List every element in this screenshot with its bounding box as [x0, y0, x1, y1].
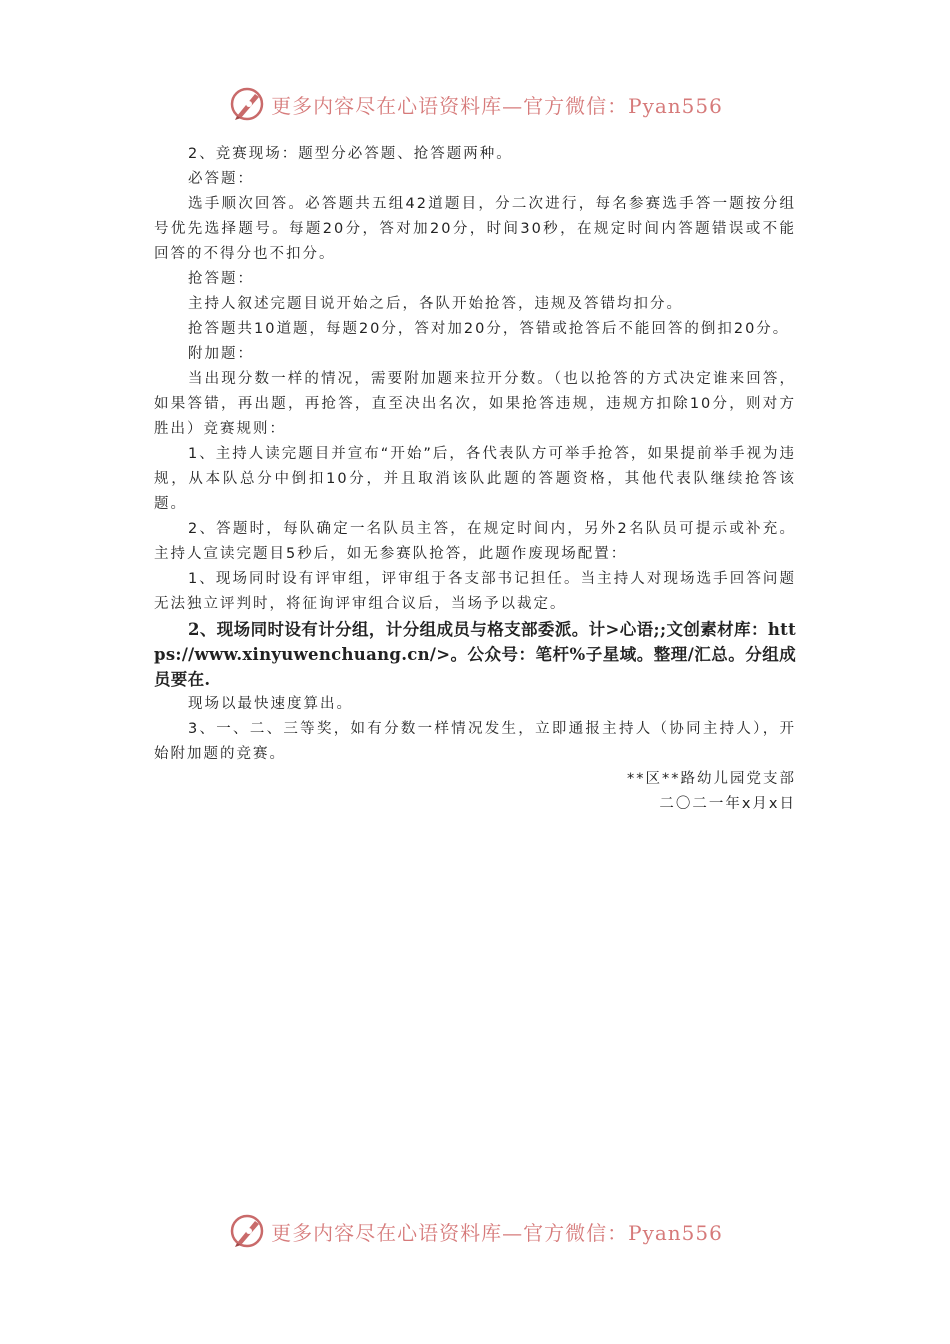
- pen-logo-icon: [227, 84, 267, 124]
- paragraph: 当出现分数一样的情况，需要附加题来拉开分数。（也以抢答的方式决定谁来回答，如果答错，再出题，再抢答，直至决出名次，如果抢答违规，违规方扣除10分，则对方胜出）竞赛规则：: [154, 371, 796, 437]
- paragraph: 2、竞赛现场：题型分必答题、抢答题两种。: [188, 146, 513, 162]
- header-banner: [0, 82, 950, 126]
- footer-banner-text: 更多内容尽在心语资料库—官方微信：Pyan556: [271, 1220, 723, 1245]
- paragraph: 抢答题共10道题，每题20分，答对加20分，答错或抢答后不能回答的倒扣20分。: [188, 321, 790, 337]
- paragraph: 选手顺次回答。必答题共五组42道题目，分二次进行，每名参赛选手答一题按分组号优先选择题号。每题20分，答对加20分，时间30秒，在规定时间内答题错误或不能回答的不得分也不扣分。: [154, 196, 796, 262]
- paragraph: 主持人叙述完题目说开始之后，各队开始抢答，违规及答错均扣分。: [188, 296, 683, 312]
- pen-logo-icon: [227, 1211, 267, 1251]
- paragraph-bold: 2、现场同时设有计分组，计分组成员与格支部委派。计>心语;;文创素材库：https://www.xinyuwenchuang.cn/>。公众号：笔杆%子星域。整理/汇总。分组成员要在.: [154, 620, 796, 689]
- signature-org: **区**路幼儿园党支部: [627, 771, 796, 787]
- document-body: [154, 142, 796, 817]
- paragraph: 抢答题：: [188, 271, 254, 287]
- header-banner-text: 更多内容尽在心语资料库—官方微信：Pyan556: [271, 93, 723, 118]
- paragraph: 3、一、二、三等奖，如有分数一样情况发生，立即通报主持人（协同主持人），开始附加题的竞赛。: [154, 721, 796, 762]
- paragraph: 现场以最快速度算出。: [188, 696, 353, 712]
- paragraph: 1、主持人读完题目并宣布“开始”后，各代表队方可举手抢答，如果提前举手视为违规，从本队总分中倒扣10分，并且取消该队此题的答题资格，其他代表队继续抢答该题。: [154, 446, 796, 512]
- paragraph: 1、现场同时设有评审组，评审组于各支部书记担任。当主持人对现场选手回答问题无法独立评判时，将征询评审组合议后，当场予以裁定。: [154, 571, 796, 612]
- paragraph: 2、答题时，每队确定一名队员主答，在规定时间内，另外2名队员可提示或补充。主持人宣读完题目5秒后，如无参赛队抢答，此题作废现场配置：: [154, 521, 796, 562]
- paragraph: 附加题：: [188, 346, 254, 362]
- paragraph: 必答题：: [188, 171, 254, 187]
- signature-date: 二〇二一年x月x日: [659, 796, 796, 812]
- footer-banner: [0, 1209, 950, 1253]
